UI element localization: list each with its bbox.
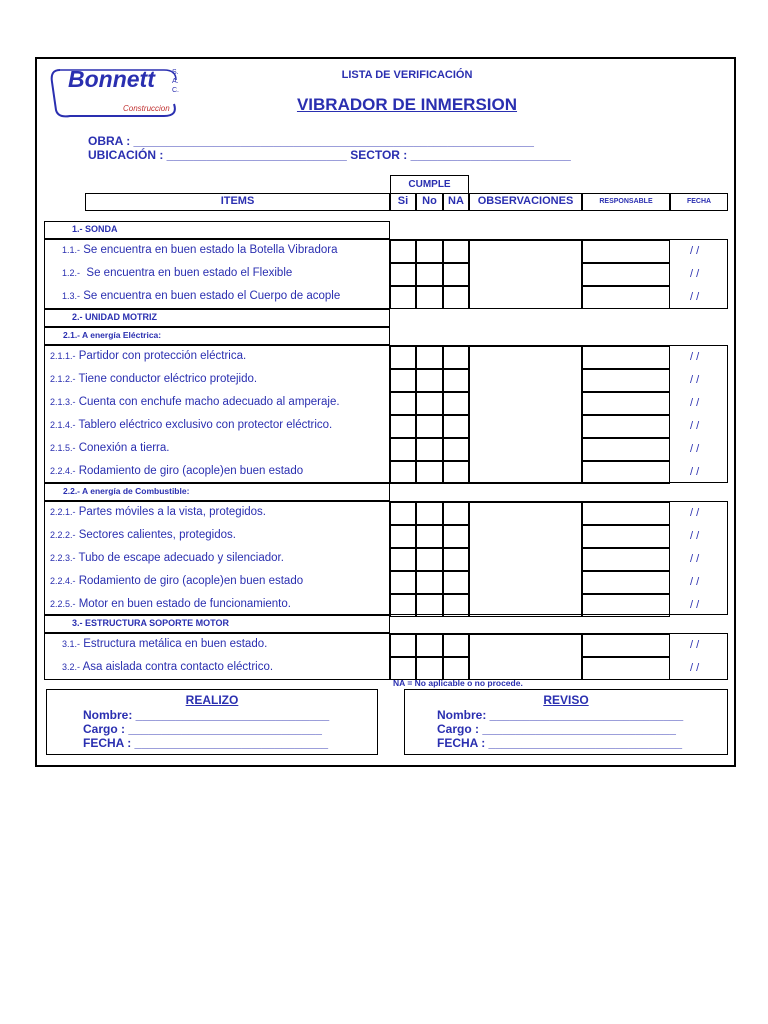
na-checkbox[interactable] — [443, 571, 469, 594]
item-number: 2.1.4.- — [50, 420, 76, 430]
item-text: Motor en buen estado de funcionamiento. — [75, 598, 291, 610]
item-text: Estructura metálica en buen estado. — [80, 638, 268, 650]
na-checkbox[interactable] — [443, 548, 469, 571]
checklist-item — [50, 419, 332, 431]
no-checkbox[interactable] — [416, 634, 443, 657]
na-checkbox[interactable] — [443, 346, 469, 369]
item-text: Conexión a tierra. — [75, 442, 170, 454]
item-text: Se encuentra en buen estado el Cuerpo de acople — [80, 290, 341, 302]
checklist-item — [50, 442, 169, 454]
checklist-item — [62, 661, 273, 673]
si-checkbox[interactable] — [390, 240, 416, 263]
realizo-nombre[interactable]: Nombre: _____________________________ — [83, 708, 330, 722]
responsable-cell[interactable] — [582, 461, 670, 484]
item-text: Tiene conductor eléctrico protejido. — [75, 373, 258, 385]
item-number: 2.2.4.- — [50, 576, 76, 586]
no-checkbox[interactable] — [416, 392, 443, 415]
item-number: 1.2.- — [62, 268, 81, 278]
logo-sub: Construccion — [123, 104, 170, 113]
realizo-fecha[interactable]: FECHA : _____________________________ — [83, 736, 329, 750]
checklist-item — [62, 638, 267, 650]
responsable-cell[interactable] — [582, 525, 670, 548]
no-header: No — [416, 193, 443, 211]
section-energia-electrica: 2.1.- A energía Eléctrica: — [44, 327, 390, 345]
responsable-cell[interactable] — [582, 634, 670, 657]
realizo-cargo[interactable]: Cargo : _____________________________ — [83, 722, 322, 736]
responsable-cell[interactable] — [582, 263, 670, 286]
item-number: 2.1.1.- — [50, 351, 76, 361]
fecha-cell[interactable]: / / — [690, 599, 700, 611]
section-sonda: 1.- SONDA — [44, 221, 390, 239]
si-checkbox[interactable] — [390, 461, 416, 484]
si-checkbox[interactable] — [390, 525, 416, 548]
na-header: NA — [443, 193, 469, 211]
na-checkbox[interactable] — [443, 525, 469, 548]
si-checkbox[interactable] — [390, 286, 416, 309]
checklist-item — [50, 529, 236, 541]
cumple-header: CUMPLE — [390, 175, 469, 194]
fecha-cell[interactable]: / / — [690, 530, 700, 542]
column-divider — [389, 634, 391, 680]
no-checkbox[interactable] — [416, 240, 443, 263]
responsable-cell[interactable] — [582, 415, 670, 438]
reviso-fecha[interactable]: FECHA : _____________________________ — [437, 736, 683, 750]
logo-name: Bonnett — [68, 66, 155, 92]
checklist-item — [62, 267, 292, 279]
observaciones-cell[interactable] — [469, 346, 582, 484]
na-checkbox[interactable] — [443, 461, 469, 484]
no-checkbox[interactable] — [416, 415, 443, 438]
checklist-item — [62, 290, 340, 302]
item-number: 2.2.2.- — [50, 530, 76, 540]
item-number: 1.3.- — [62, 291, 81, 301]
realizo-title: REALIZO — [185, 693, 239, 707]
fecha-cell[interactable]: / / — [690, 553, 700, 565]
section-energia-combustible: 2.2.- A energía de Combustible: — [44, 483, 390, 501]
na-checkbox[interactable] — [443, 392, 469, 415]
responsable-cell[interactable] — [582, 571, 670, 594]
si-checkbox[interactable] — [390, 392, 416, 415]
column-divider — [389, 240, 391, 309]
logo-sac: S.A.C. — [172, 69, 179, 94]
item-text: Tubo de escape adecuado y silenciador. — [75, 552, 284, 564]
si-checkbox[interactable] — [390, 438, 416, 461]
na-checkbox[interactable] — [443, 286, 469, 309]
no-checkbox[interactable] — [416, 657, 443, 680]
si-checkbox[interactable] — [390, 548, 416, 571]
fecha-cell[interactable]: / / — [690, 268, 700, 280]
checklist-item — [50, 373, 257, 385]
fecha-cell[interactable]: / / — [690, 420, 700, 432]
si-header: Si — [390, 193, 416, 211]
no-checkbox[interactable] — [416, 346, 443, 369]
checklist-item — [50, 396, 340, 408]
reviso-nombre[interactable]: Nombre: _____________________________ — [437, 708, 684, 722]
observaciones-header: OBSERVACIONES — [469, 193, 582, 211]
no-checkbox[interactable] — [416, 438, 443, 461]
items-header: ITEMS — [85, 193, 390, 211]
na-checkbox[interactable] — [443, 657, 469, 680]
item-number: 2.2.3.- — [50, 553, 76, 563]
si-checkbox[interactable] — [390, 346, 416, 369]
si-checkbox[interactable] — [390, 263, 416, 286]
responsable-cell[interactable] — [582, 392, 670, 415]
fecha-cell[interactable]: / / — [690, 351, 700, 363]
checklist-item — [50, 575, 303, 587]
fecha-cell[interactable]: / / — [690, 397, 700, 409]
reviso-box — [404, 689, 728, 755]
responsable-cell[interactable] — [582, 548, 670, 571]
na-checkbox[interactable] — [443, 502, 469, 525]
item-text: Sectores calientes, protegidos. — [75, 529, 236, 541]
no-checkbox[interactable] — [416, 461, 443, 484]
si-checkbox[interactable] — [390, 369, 416, 392]
column-divider — [389, 502, 391, 617]
item-number: 2.1.3.- — [50, 397, 76, 407]
document-subtitle: LISTA DE VERIFICACIÓN — [341, 69, 473, 81]
reviso-cargo[interactable]: Cargo : _____________________________ — [437, 722, 676, 736]
item-number: 3.1.- — [62, 639, 81, 649]
item-number: 2.1.2.- — [50, 374, 76, 384]
na-note: NA = No aplicable o no procede. — [393, 678, 523, 688]
fecha-cell[interactable]: / / — [690, 443, 700, 455]
observaciones-cell[interactable] — [469, 634, 582, 680]
na-checkbox[interactable] — [443, 594, 469, 617]
item-text: Rodamiento de giro (acople)en buen estado — [75, 575, 304, 587]
item-text: Cuenta con enchufe macho adecuado al amperaje. — [75, 396, 340, 408]
reviso-title: REVISO — [543, 693, 589, 707]
responsable-cell[interactable] — [582, 594, 670, 617]
checklist-item — [50, 506, 266, 518]
checklist-item — [62, 244, 337, 256]
item-text: Partidor con protección eléctrica. — [75, 350, 247, 362]
item-number: 2.2.1.- — [50, 507, 76, 517]
si-checkbox[interactable] — [390, 415, 416, 438]
section-estructura-soporte: 3.- ESTRUCTURA SOPORTE MOTOR — [44, 615, 390, 633]
realizo-box — [46, 689, 378, 755]
item-number: 2.1.5.- — [50, 443, 76, 453]
fecha-cell[interactable]: / / — [690, 507, 700, 519]
item-text: Tablero eléctrico exclusivo con protector eléctrico. — [75, 419, 333, 431]
obra-field[interactable]: OBRA : ____________________________________________________________ — [88, 134, 534, 148]
no-checkbox[interactable] — [416, 263, 443, 286]
item-text: Rodamiento de giro (acople)en buen estado — [75, 465, 304, 477]
checklist-item — [50, 552, 284, 564]
no-checkbox[interactable] — [416, 502, 443, 525]
si-checkbox[interactable] — [390, 571, 416, 594]
no-checkbox[interactable] — [416, 369, 443, 392]
fecha-cell[interactable]: / / — [690, 639, 700, 651]
na-checkbox[interactable] — [443, 415, 469, 438]
si-checkbox[interactable] — [390, 657, 416, 680]
si-checkbox[interactable] — [390, 634, 416, 657]
checklist-item — [50, 350, 246, 362]
fecha-cell[interactable]: / / — [690, 291, 700, 303]
item-text: Se encuentra en buen estado la Botella Vibradora — [80, 244, 338, 256]
responsable-cell[interactable] — [582, 286, 670, 309]
fecha-cell[interactable]: / / — [690, 466, 700, 478]
item-text: Partes móviles a la vista, protegidos. — [75, 506, 266, 518]
checklist-item — [50, 598, 291, 610]
no-checkbox[interactable] — [416, 571, 443, 594]
no-checkbox[interactable] — [416, 286, 443, 309]
document-title: VIBRADOR DE INMERSION — [296, 95, 518, 114]
ubicacion-field[interactable]: UBICACIÓN : ___________________________ SECTOR : ________________________ — [88, 148, 571, 162]
responsable-cell[interactable] — [582, 438, 670, 461]
observaciones-cell[interactable] — [469, 502, 582, 617]
item-text: Asa aislada contra contacto eléctrico. — [80, 661, 274, 673]
no-checkbox[interactable] — [416, 594, 443, 617]
fecha-cell[interactable]: / / — [690, 245, 700, 257]
responsable-header: RESPONSABLE — [582, 193, 670, 211]
si-checkbox[interactable] — [390, 594, 416, 617]
column-divider — [389, 346, 391, 484]
item-text: Se encuentra en buen estado el Flexible — [80, 267, 293, 279]
section-unidad-motriz: 2.- UNIDAD MOTRIZ — [44, 309, 390, 327]
fecha-cell[interactable]: / / — [690, 374, 700, 386]
item-number: 2.2.5.- — [50, 599, 76, 609]
item-number: 3.2.- — [62, 662, 81, 672]
company-logo — [46, 64, 186, 120]
fecha-header: FECHA — [670, 193, 728, 211]
no-checkbox[interactable] — [416, 548, 443, 571]
observaciones-cell[interactable] — [469, 240, 582, 309]
fecha-cell[interactable]: / / — [690, 576, 700, 588]
si-checkbox[interactable] — [390, 502, 416, 525]
responsable-cell[interactable] — [582, 369, 670, 392]
na-checkbox[interactable] — [443, 263, 469, 286]
item-number: 1.1.- — [62, 245, 81, 255]
responsable-cell[interactable] — [582, 346, 670, 369]
responsable-cell[interactable] — [582, 240, 670, 263]
no-checkbox[interactable] — [416, 525, 443, 548]
na-checkbox[interactable] — [443, 438, 469, 461]
item-number: 2.2.4.- — [50, 466, 76, 476]
checklist-item — [50, 465, 303, 477]
na-checkbox[interactable] — [443, 240, 469, 263]
na-checkbox[interactable] — [443, 634, 469, 657]
fecha-cell[interactable]: / / — [690, 662, 700, 674]
responsable-cell[interactable] — [582, 657, 670, 680]
responsable-cell[interactable] — [582, 502, 670, 525]
na-checkbox[interactable] — [443, 369, 469, 392]
